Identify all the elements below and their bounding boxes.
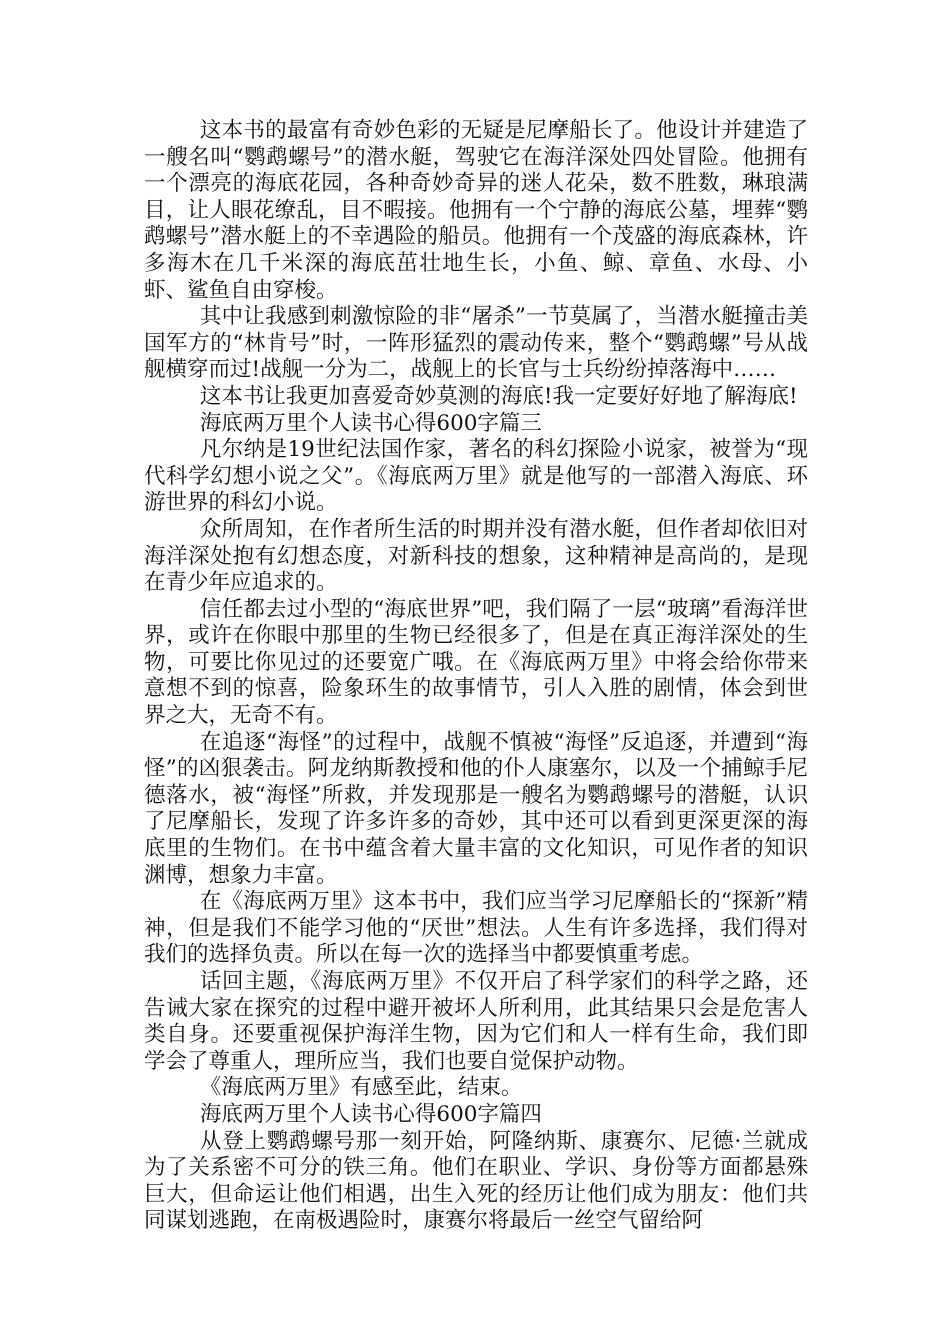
paragraph-iron-triangle: 从登上鹦鹉螺号那一刻开始，阿隆纳斯、康赛尔、尼德·兰就成为了关系密不可分的铁三角。他们在职业、学识、身份等方面都悬殊巨大，但命运让他们相遇，出生入死的经历让他们成为朋友：他们共同谋划逃跑，在南极遇险时，康赛尔将最后一丝空气留给阿 <box>144 1128 808 1234</box>
paragraph-chasing-monster: 在追逐“海怪”的过程中，战舰不慎被“海怪”反追逐，并遭到“海怪”的凶狠袭击。阿龙纳斯教授和他的仆人康塞尔，以及一个捕鲸手尼德落水，被“海怪”所救，并发现那是一艘名为鹦鹉螺号的潜艇，认识了尼摩船长，发现了许多许多的奇妙，其中还可以看到更深更深的海底里的生物们。在书中蕴含着大量丰富的文化知识，可见作者的知识渊博，想象力丰富。 <box>144 729 808 888</box>
paragraph-massacre-chapter: 其中让我感到刺激惊险的非“屠杀”一节莫属了，当潜水艇撞击美国军方的“林肯号”时，一阵形猛烈的震动传来，整个“鹦鹉螺”号从战舰横穿而过!战舰一分为二，战舰上的长官与士兵纷纷掉落海中…… <box>144 304 808 383</box>
section-heading-part-three: 海底两万里个人读书心得600字篇三 <box>199 410 542 436</box>
paragraph-learn-from-nemo: 在《海底两万里》这本书中，我们应当学习尼摩船长的“探新”精神，但是我们不能学习他的“厌世”想法。人生有许多选择，我们得对我们的选择负责。所以在每一次的选择当中都要慎重考虑。 <box>144 889 808 968</box>
paragraph-nemo-intro: 这本书的最富有奇妙色彩的无疑是尼摩船长了。他设计并建造了一艘名叫“鹦鹉螺号”的潜水艇，驾驶它在海洋深处四处冒险。他拥有一个漂亮的海底花园，各种奇妙奇异的迷人花朵，数不胜数，琳琅满目，让人眼花缭乱，目不暇接。他拥有一个宁静的海底公墓，埋葬“鹦鹉螺号”潜水艇上的不幸遇险的船员。他拥有一个茂盛的海底森林，许多海木在几千米深的海底茁壮地生长，小鱼、鲸、章鱼、水母、小虾、鲨鱼自由穿梭。 <box>144 118 808 303</box>
paragraph-love-sea: 这本书让我更加喜爱奇妙莫测的海底!我一定要好好地了解海底! <box>199 383 798 409</box>
document-page <box>144 118 808 1235</box>
paragraph-verne-intro: 凡尔纳是19世纪法国作家，著名的科幻探险小说家，被誉为“现代科学幻想小说之父”。《海底两万里》就是他写的一部潜入海底、环游世界的科幻小说。 <box>144 437 808 516</box>
paragraph-imagination: 众所周知，在作者所生活的时期并没有潜水艇，但作者却依旧对海洋深处抱有幻想态度，对新科技的想象，这种精神是高尚的，是现在青少年应追求的。 <box>144 516 808 596</box>
paragraph-conclusion: 《海底两万里》有感至此，结束。 <box>199 1075 523 1101</box>
paragraph-back-to-topic: 话回主题，《海底两万里》不仅开启了科学家们的科学之路，还告诫大家在探究的过程中避开被坏人所利用，此其结果只会是危害人类自身。还要重视保护海洋生物，因为它们和人一样有生命，我们即学会了尊重人，理所应当，我们也要自觉保护动物。 <box>144 969 808 1074</box>
section-heading-part-four: 海底两万里个人读书心得600字篇四 <box>199 1101 542 1127</box>
paragraph-underwater-world: 信任都去过小型的“海底世界”吧，我们隔了一层“玻璃”看海洋世界，或许在你眼中那里的生物已经很多了，但是在真正海洋深处的生物，可要比你见过的还要宽广哦。在《海底两万里》中将会给你带来意想不到的惊喜，险象环生的故事情节，引人入胜的剧情，体会到世界之大，无奇不有。 <box>144 596 808 729</box>
